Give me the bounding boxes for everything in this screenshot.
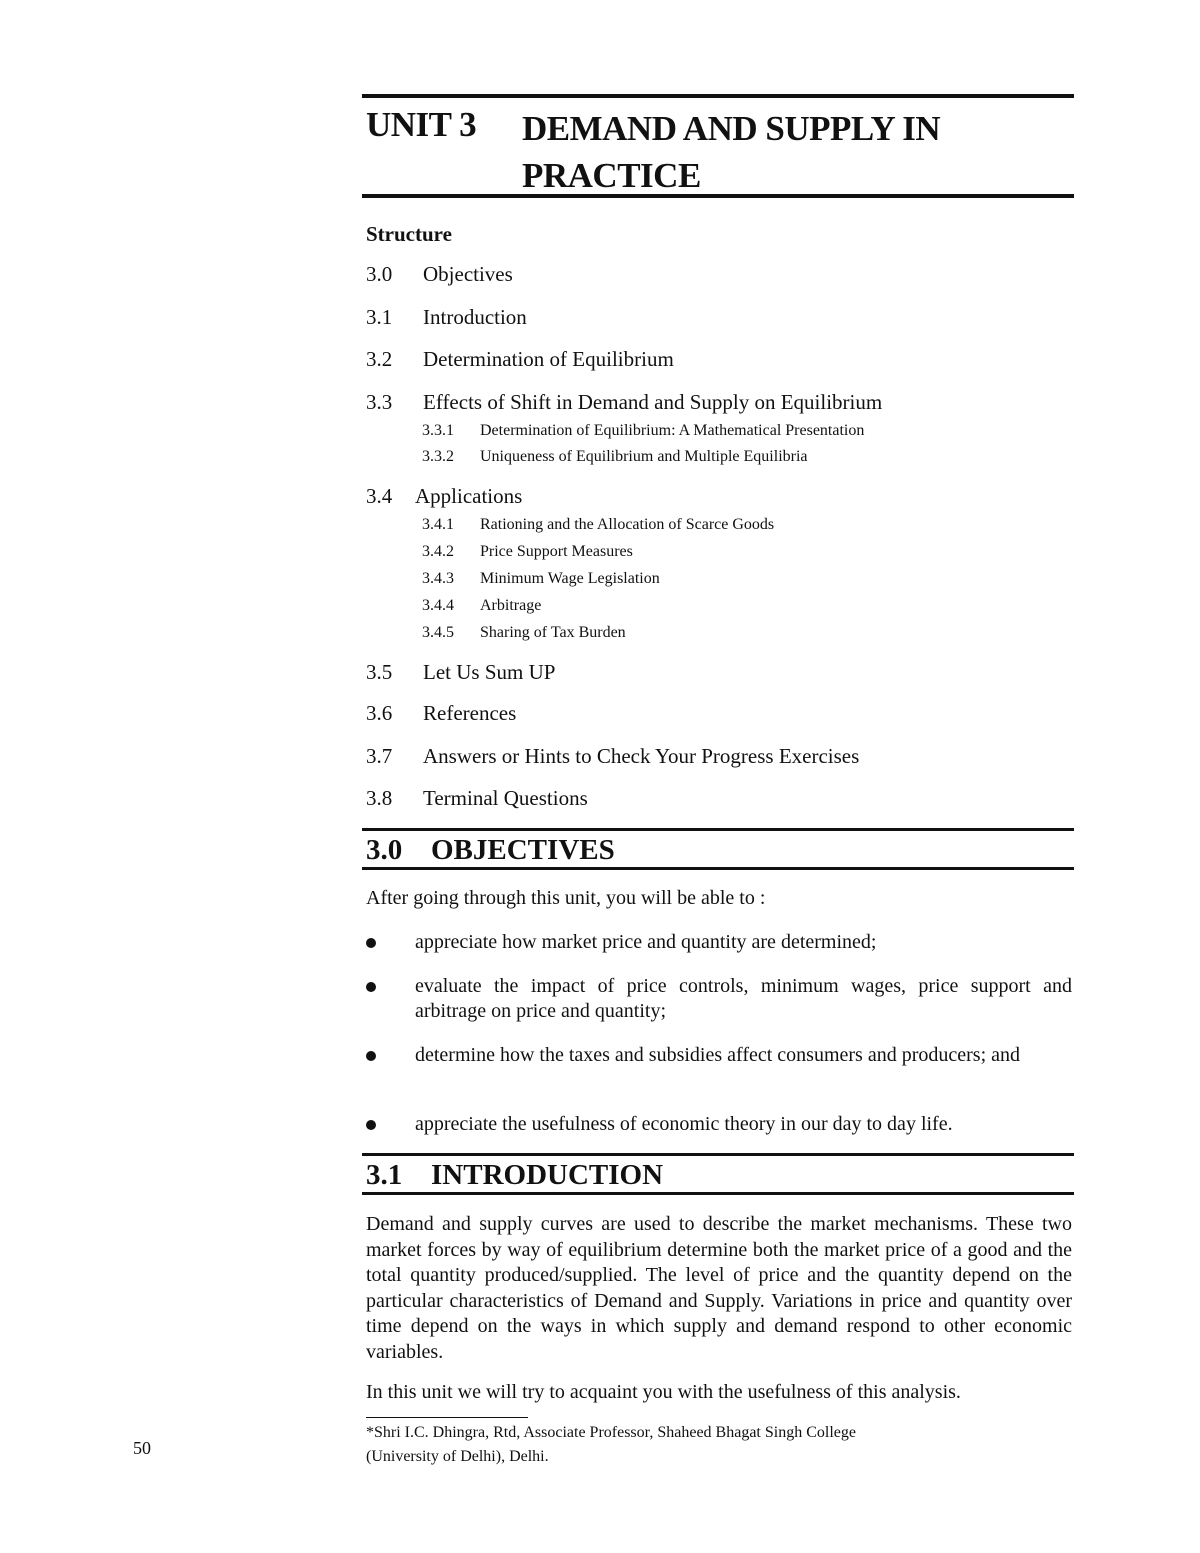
toc-num: 3.3 — [366, 390, 393, 414]
toc-label: Terminal Questions — [423, 786, 588, 810]
section-heading-introduction — [362, 1153, 1074, 1195]
objectives-intro: After going through this unit, you will be able to : — [366, 887, 766, 909]
toc-num: 3.5 — [366, 660, 393, 684]
toc-label: Sharing of Tax Burden — [480, 624, 626, 641]
toc-item-3-8 — [366, 786, 588, 811]
toc-num: 3.3.1 — [422, 422, 454, 439]
toc-item-3-4-3 — [422, 570, 660, 588]
toc-num: 3.4.1 — [422, 516, 454, 533]
introduction-paragraph: Demand and supply curves are used to describe the market mechanisms. These two market forces by way of equilibrium determine both the market price of a good and the total quantity produced/supplied. The level of price and the quantity depend on the particular characteristics of Demand and Supply. Variations in price and quantity over time depend on the ways in which supply and demand respond to other economic variables. — [366, 1213, 1072, 1363]
toc-label: Applications — [415, 484, 523, 508]
footnote — [366, 1421, 1072, 1469]
toc-item-3-4-2 — [422, 543, 633, 561]
bullet-icon — [366, 1120, 376, 1130]
toc-num: 3.7 — [366, 744, 393, 768]
footnote-line: *Shri I.C. Dhingra, Rtd, Associate Professor, Shaheed Bhagat Singh College — [366, 1424, 856, 1441]
section-number: 3.0 — [366, 834, 403, 866]
toc-label: Price Support Measures — [480, 543, 633, 560]
toc-label: Arbitrage — [480, 597, 542, 614]
toc-label: Objectives — [423, 262, 513, 286]
unit-heading — [362, 94, 1074, 198]
bullet-icon — [366, 982, 376, 992]
toc-item-3-1 — [366, 305, 527, 330]
toc-label: Effects of Shift in Demand and Supply on Equilibrium — [423, 390, 883, 414]
toc-item-3-3-1 — [422, 422, 864, 440]
toc-num: 3.8 — [366, 786, 393, 810]
toc-item-3-3-2 — [422, 448, 808, 466]
toc-label: Determination of Equilibrium: A Mathematical Presentation — [480, 422, 865, 439]
section-number: 3.1 — [366, 1159, 403, 1191]
toc-num: 3.2 — [366, 347, 393, 371]
toc-label: Answers or Hints to Check Your Progress Exercises — [423, 744, 860, 768]
toc-num: 3.4.4 — [422, 597, 454, 614]
toc-num: 3.4.3 — [422, 570, 454, 587]
toc-item-3-6 — [366, 701, 516, 726]
bullet-icon — [366, 938, 376, 948]
toc-num: 3.6 — [366, 701, 393, 725]
toc-label: Minimum Wage Legislation — [480, 570, 660, 587]
introduction-paragraph: In this unit we will try to acquaint you with the usefulness of this analysis. — [366, 1381, 961, 1403]
section-title: INTRODUCTION — [431, 1159, 664, 1191]
toc-label: Determination of Equilibrium — [423, 347, 674, 371]
toc-num: 3.4.2 — [422, 543, 454, 560]
toc-item-3-4-1 — [422, 516, 774, 534]
structure-label: Structure — [366, 222, 452, 246]
unit-number: UNIT 3 — [366, 105, 477, 144]
footnote-line: (University of Delhi), Delhi. — [366, 1448, 549, 1465]
page-number: 50 — [133, 1438, 151, 1458]
bullet-icon — [366, 1051, 376, 1061]
toc-item-3-3 — [366, 390, 882, 415]
toc-item-3-4 — [366, 484, 522, 509]
toc-label: Let Us Sum UP — [423, 660, 556, 684]
toc-num: 3.0 — [366, 262, 393, 286]
section-title: OBJECTIVES — [431, 834, 615, 866]
toc-label: References — [423, 701, 517, 725]
unit-title-line2: PRACTICE — [522, 156, 701, 195]
toc-item-3-2 — [366, 347, 674, 372]
toc-num: 3.3.2 — [422, 448, 454, 465]
toc-label: Rationing and the Allocation of Scarce Goods — [480, 516, 775, 533]
toc-item-3-5 — [366, 660, 555, 685]
objective-text: determine how the taxes and subsidies affect consumers and producers; and — [415, 1044, 1020, 1066]
footnote-rule — [366, 1417, 528, 1418]
toc-num: 3.4.5 — [422, 624, 454, 641]
toc-item-3-0 — [366, 262, 513, 287]
unit-title-line1: DEMAND AND SUPPLY IN — [522, 109, 941, 148]
objective-text: appreciate the usefulness of economic theory in our day to day life. — [415, 1113, 953, 1135]
toc-num: 3.4 — [366, 484, 393, 508]
objective-text: evaluate the impact of price controls, minimum wages, price support and arbitrage on price and quantity; — [415, 975, 1072, 1022]
toc-num: 3.1 — [366, 305, 393, 329]
section-heading-objectives — [362, 828, 1074, 870]
unit-title — [522, 105, 940, 199]
toc-item-3-4-4 — [422, 597, 541, 615]
objective-text: appreciate how market price and quantity are determined; — [415, 931, 877, 953]
toc-item-3-7 — [366, 744, 859, 769]
toc-label: Uniqueness of Equilibrium and Multiple Equilibria — [480, 448, 808, 465]
toc-item-3-4-5 — [422, 624, 626, 642]
toc-label: Introduction — [423, 305, 527, 329]
